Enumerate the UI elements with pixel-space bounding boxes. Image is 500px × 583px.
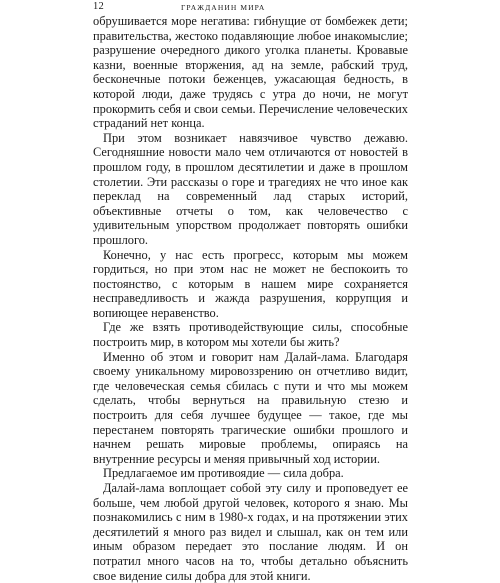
paragraph: Конечно, у нас есть прогресс, которым мы можем гордиться, но при этом нас не может не беспокоить то постоянство, с которым в нашем мире сохраняется несправедливость и жажда разрушения, коррупция и вопиющее неравенство. (93, 247, 408, 320)
running-head: ГРАЖДАНИН МИРА (181, 3, 266, 12)
paragraph: обрушивается море негатива: гибнущие от бомбежек дети; правительства, жестоко подавляющие любое инакомыслие; разрушение очередного дикого уголка планеты. Кровавые казни, военные вторжения, ад на земле, рабский труд, бесконечные потоки беженцев, ужасающая бедность, в которой люди, даже трудясь с утра до ночи, не могут прокормить себя и свои семьи. Перечисление человеческих страданий нет конца. (93, 14, 408, 131)
page-number: 12 (93, 1, 105, 12)
paragraph: Предлагаемое им противоядие — сила добра. (103, 466, 344, 481)
paragraph: Далай-лама воплощает собой эту силу и проповедует ее больше, чем любой другой человек, которого я знаю. Мы познакомились с ним в 1980-х годах, и на протяжении этих десятилетий я много раз видел и слышал, как он тем или иным образом передает это послание людям. И он потратил много часов на то, чтобы детально объяснить свое видение силы добра для этой книги. (93, 481, 408, 583)
paragraph: При этом возникает навязчивое чувство дежавю. Сегодняшние новости мало чем отличаются от новостей в прошлом году, в прошлом десятилетии и даже в прошлом столетии. Эти рассказы о горе и трагедиях не что иное как переклад на современный лад старых историй, объективные отчеты о том, как человечество с удивительным упорством продолжает повторять ошибки прошлого. (93, 130, 408, 247)
page-body (93, 14, 408, 583)
paragraph: Где же взять противодействующие силы, способные построить мир, в котором мы хотели бы жить? (93, 320, 408, 350)
page-header (93, 2, 407, 12)
paragraph: Именно об этом и говорит нам Далай-лама. Благодаря своему уникальному мировоззрению он отчетливо видит, где человеческая семья сбилась с пути и что мы можем сделать, чтобы вернуться на правильную стезю и построить для себя лучшее будущее — такое, где мы перестанем повторять трагические ошибки прошлого и начнем решать мировые проблемы, опираясь на внутренние ресурсы и меняя привычный ход истории. (93, 349, 408, 466)
